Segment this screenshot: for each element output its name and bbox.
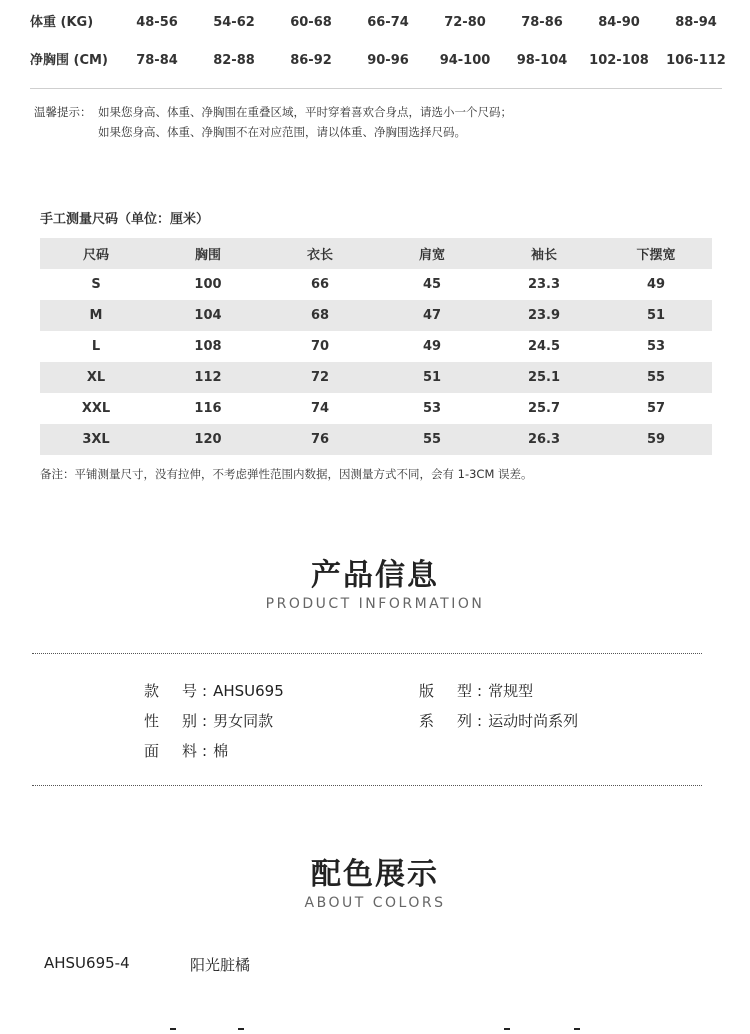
table-cell: 25.7 [527,401,561,416]
table-cell: 45 [422,277,442,292]
table-row [40,393,712,424]
table-cell: 94-100 [439,53,491,68]
table-cell: 48-56 [136,15,178,30]
weight-row [0,8,750,38]
info-value: AHSU695 [213,682,284,700]
dotted-divider [32,653,702,654]
info-key: 别 [182,712,198,730]
color-code: AHSU695-4 [44,954,130,972]
table-cell: 60-68 [290,15,332,30]
table-row [40,300,712,331]
colors-title: 配色展示 [311,857,439,892]
table-cell: 53 [422,401,442,416]
info-value: 运动时尚系列 [488,712,579,730]
dotted-divider [32,785,702,786]
table-cell: XL [86,370,106,385]
column-header: 衣长 [306,248,333,263]
table-row [40,331,712,362]
column-header: 肩宽 [418,248,445,263]
product-info-subtitle: PRODUCT INFORMATION [265,596,485,612]
table-cell: S [91,277,101,292]
info-item-gender: 性 别 : 男女同款 [144,712,274,730]
color-name: 阳光脏橘 [190,956,251,974]
info-key: 性 [144,712,160,730]
info-key: 面 [144,742,160,760]
table-cell: 23.3 [527,277,561,292]
table-row [40,424,712,455]
table-cell: 49 [422,339,442,354]
table-cell: 78-84 [136,53,178,68]
tips-line-2: 如果您身高、体重、净胸围不在对应范围，请以体重、净胸围选择尺码。 [98,125,466,139]
info-item-fit: 版 型 : 常规型 [419,682,534,700]
table-cell: 108 [194,339,222,354]
table-cell: 120 [194,432,222,447]
table-cell: 112 [194,370,222,385]
table-cell: 26.3 [527,432,561,447]
size-tips [34,102,512,142]
cropped-mark [504,1028,510,1030]
table-header [40,238,712,269]
table-cell: 59 [646,432,666,447]
product-info-title: 产品信息 [311,558,439,593]
chest-row [0,46,750,76]
table-cell: 104 [194,308,222,323]
table-cell: 74 [310,401,330,416]
table-cell: 23.9 [527,308,561,323]
row-label: 净胸围 (CM) [30,53,108,68]
tips-line-1: 如果您身高、体重、净胸围在重叠区域，平时穿着喜欢合身点，请选小一个尺码； [98,105,512,119]
info-key: 款 [144,682,160,700]
table-cell: 51 [646,308,666,323]
info-key: 系 [419,712,435,730]
info-key: 号 [182,682,198,700]
info-item-style-no: 款 号 : AHSU695 [144,682,284,700]
table-cell: 55 [422,432,442,447]
table-cell: 72 [310,370,330,385]
info-key: 列 [457,712,473,730]
info-value: 棉 [213,742,229,760]
table-cell: 72-80 [444,15,486,30]
row-label: 体重 (KG) [30,15,94,30]
info-value: 常规型 [488,682,534,700]
column-header: 下摆宽 [636,248,676,263]
cropped-mark [238,1028,244,1030]
table-cell: 25.1 [527,370,561,385]
table-cell: 51 [422,370,442,385]
cropped-mark [574,1028,580,1030]
cropped-mark [170,1028,176,1030]
colors-subtitle: ABOUT COLORS [304,895,446,911]
info-item-series: 系 列 : 运动时尚系列 [419,712,579,730]
info-key: 型 [457,682,473,700]
table-cell: 116 [194,401,222,416]
info-key: 料 [182,742,198,760]
table-cell: 66-74 [367,15,409,30]
measure-title: 手工测量尺码（单位：厘米） [40,212,210,227]
table-cell: 55 [646,370,666,385]
info-key: 版 [419,682,435,700]
table-cell: 88-94 [675,15,717,30]
table-cell: M [89,308,103,323]
info-item-fabric: 面 料 : 棉 [144,742,229,760]
table-cell: 86-92 [290,53,332,68]
table-cell: 3XL [82,432,110,447]
table-cell: L [91,339,101,354]
table-cell: 53 [646,339,666,354]
table-cell: 76 [310,432,330,447]
divider [30,88,722,89]
measure-note: 备注：平铺测量尺寸，没有拉伸，不考虑弹性范围内数据，因测量方式不同，会有 1-3CM 误差。 [40,467,533,481]
table-row [40,269,712,300]
info-value: 男女同款 [213,712,274,730]
table-cell: 100 [194,277,222,292]
measurement-table [40,238,712,455]
table-cell: 24.5 [527,339,561,354]
table-cell: 68 [310,308,330,323]
column-header: 袖长 [530,248,557,263]
column-header: 胸围 [194,248,221,263]
table-cell: 78-86 [521,15,563,30]
table-cell: 84-90 [598,15,640,30]
column-header: 尺码 [82,248,109,263]
table-cell: 98-104 [516,53,568,68]
table-cell: 82-88 [213,53,255,68]
table-cell: 102-108 [589,53,649,68]
table-cell: 57 [646,401,666,416]
tips-label: 温馨提示： [34,105,92,119]
table-cell: 70 [310,339,330,354]
table-cell: 54-62 [213,15,255,30]
table-cell: 47 [422,308,442,323]
table-cell: 66 [310,277,330,292]
table-cell: 49 [646,277,666,292]
table-cell: 106-112 [666,53,726,68]
table-row [40,362,712,393]
table-cell: 90-96 [367,53,409,68]
table-cell: XXL [81,401,111,416]
